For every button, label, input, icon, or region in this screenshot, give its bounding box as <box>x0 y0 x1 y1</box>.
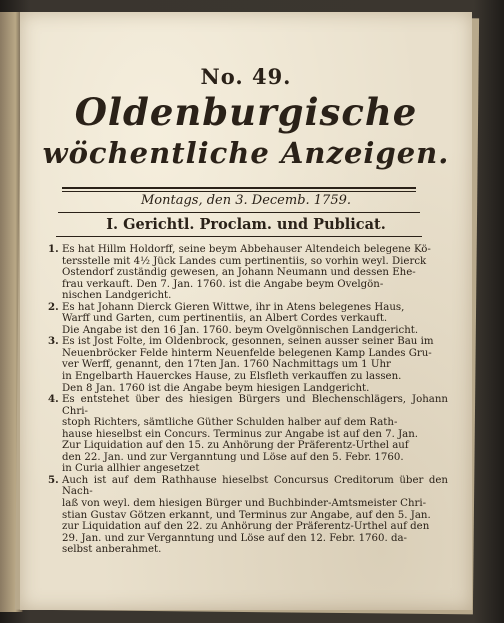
notice-line: zur Liquidation auf den 22. zu Anhörung der Präferentz-Urthel auf den <box>62 521 430 533</box>
notice-line: selbst anberahmet. <box>62 544 162 556</box>
notice-line: Warff und Garten, cum pertinentiis, an Albert Cordes verkauft. <box>62 313 388 325</box>
notice-line: 29. Jan. und zur Verganntung und Löse auf den 12. Febr. 1760. da- <box>62 532 408 544</box>
notice-number: 3. <box>48 335 59 348</box>
notice-line: Neuenbröcker Felde hinterm Neuenfelde belegenen Kamp Landes Gru- <box>62 347 432 359</box>
notice-line: Es hat Hillm Holdorff, seine beym Abbehauser Altendeich belegene Kö- <box>62 244 431 255</box>
notice-line: nischen Landgericht. <box>62 290 172 302</box>
notice-line: laß von weyl. dem hiesigen Bürger und Buchbinder-Amtsmeister Chri- <box>62 498 427 510</box>
notice-line: Den 8 Jan. 1760 ist die Angabe beym hiesigen Landgericht. <box>62 382 370 394</box>
issue-number: No. 49. <box>200 64 292 89</box>
notice-line: Es hat Johann Dierck Gieren Wittwe, ihr in Atens belegenes Haus, <box>62 301 405 313</box>
notice-entry <box>48 302 448 337</box>
notice-line: in Curia allhier angesetzet <box>62 463 200 475</box>
notice-line: Es entstehet über des hiesigen Bürgers und Blechenschlägers, Johann Chri- <box>62 394 448 417</box>
notice-line: ver Werff, genannt, den 17ten Jan. 1760 Nachmittags um 1 Uhr <box>62 359 391 371</box>
masthead-title: Oldenburgische <box>74 90 418 134</box>
notice-line: frau verkauft. Den 7. Jan. 1760. ist die Angabe beym Ovelgön- <box>62 278 384 290</box>
newspaper-page <box>20 12 472 610</box>
masthead-rule-thick <box>62 187 416 189</box>
date-rule <box>58 212 420 213</box>
notice-number: 2. <box>48 300 59 313</box>
notice-line: Die Angabe ist den 16 Jan. 1760. beym Ovelgönnischen Landgericht. <box>62 324 419 336</box>
notice-line: Zur Liquidation auf den 15. zu Anhörung der Präferentz-Urthel auf <box>62 440 409 452</box>
notice-line: tersstelle mit 4½ Jück Landes cum pertinentiis, so vorhin weyl. Dierck <box>62 255 427 267</box>
notice-number: 5. <box>48 473 59 486</box>
notice-entry <box>48 336 448 394</box>
notice-line: stian Gustav Götzen erkannt, und Terminus zur Angabe, auf den 5. Jan. <box>62 509 431 521</box>
notice-entry <box>48 475 448 556</box>
section-heading: I. Gerichtl. Proclam. und Publicat. <box>106 216 386 233</box>
notice-line: den 22. Jan. und zur Verganntung und Löse auf den 5. Febr. 1760. <box>62 451 404 463</box>
notice-number: 1. <box>48 243 59 255</box>
masthead-rule-thin <box>62 191 416 192</box>
notices-body <box>48 244 448 556</box>
masthead-subtitle: wöchentliche Anzeigen. <box>42 136 450 170</box>
issue-date: Montags, den 3. Decemb. 1759. <box>140 193 352 208</box>
notice-line: Es ist Jost Folte, im Oldenbrock, gesonnen, seinen ausser seiner Bau im <box>62 336 434 348</box>
notice-number: 4. <box>48 393 59 406</box>
notice-line: in Engelbarth Hauerckes Hause, zu Elsfleth verkauffen zu lassen. <box>62 371 402 383</box>
section-rule <box>56 236 422 237</box>
notice-line: Ostendorf zuständig gewesen, an Johann Neumann und dessen Ehe- <box>62 267 416 279</box>
notice-entry <box>48 244 448 302</box>
notice-line: Auch ist auf dem Rathhause hieselbst Concursus Creditorum über den Nach- <box>62 474 448 498</box>
notice-line: hause hieselbst ein Concurs. Terminus zur Angabe ist auf den 7. Jan. <box>62 428 419 440</box>
notice-entry <box>48 394 448 475</box>
notice-line: stoph Richters, sämtliche Güther Schulden halber auf dem Rath- <box>62 417 398 429</box>
